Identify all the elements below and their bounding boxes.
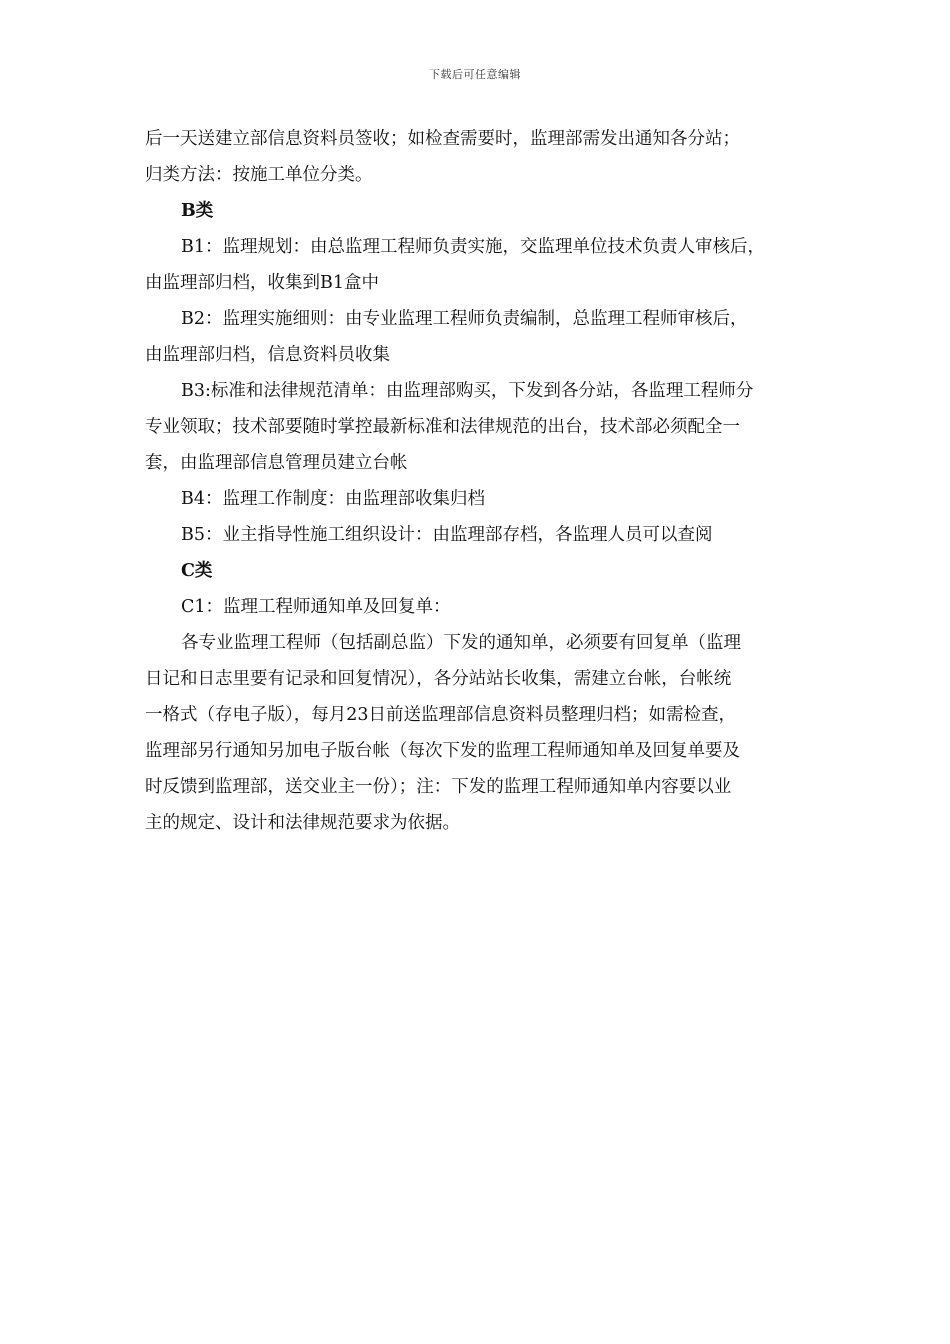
paragraph-line: B2：监理实施细则：由专业监理工程师负责编制，总监理工程师审核后， xyxy=(181,309,748,329)
page-header: 下载后可任意编辑 xyxy=(429,68,521,81)
paragraph-line: 由监理部归档，信息资料员收集 xyxy=(145,345,390,365)
paragraph-line: 时反馈到监理部，送交业主一份）；注：下发的监理工程师通知单内容要以业 xyxy=(145,777,732,797)
section-heading-b: B类 xyxy=(181,201,214,221)
paragraph-line: 由监理部归档，收集到B1盒中 xyxy=(145,273,379,293)
paragraph-line: C1：监理工程师通知单及回复单： xyxy=(181,597,451,617)
paragraph-line: 后一天送建立部信息资料员签收；如检查需要时，监理部需发出通知各分站； xyxy=(145,129,740,149)
paragraph-line: B3:标准和法律规范清单：由监理部购买，下发到各分站，各监理工程师分 xyxy=(181,381,754,401)
paragraph-line: 主的规定、设计和法律规范要求为依据。 xyxy=(145,813,460,833)
section-heading-c: C类 xyxy=(181,561,213,581)
paragraph-line: 一格式（存电子版），每月23日前送监理部信息资料员整理归档；如需检查， xyxy=(145,705,737,725)
paragraph-line: 归类方法：按施工单位分类。 xyxy=(145,165,373,185)
paragraph-line: 监理部另行通知另加电子版台帐（每次下发的监理工程师通知单及回复单要及 xyxy=(145,741,740,761)
paragraph-line: 套，由监理部信息管理员建立台帐 xyxy=(145,453,408,473)
paragraph-line: 专业领取；技术部要随时掌控最新标准和法律规范的出台，技术部必须配全一 xyxy=(145,417,740,437)
paragraph-line: B1：监理规划：由总监理工程师负责实施，交监理单位技术负责人审核后， xyxy=(181,237,765,257)
document-body xyxy=(145,121,810,841)
paragraph-line: 日记和日志里要有记录和回复情况），各分站站长收集，需建立台帐，台帐统 xyxy=(145,669,732,689)
paragraph-line: 各专业监理工程师（包括副总监）下发的通知单，必须要有回复单（监理 xyxy=(181,633,741,653)
paragraph-line: B5：业主指导性施工组织设计：由监理部存档，各监理人员可以查阅 xyxy=(181,525,713,545)
paragraph-line: B4：监理工作制度：由监理部收集归档 xyxy=(181,489,485,509)
